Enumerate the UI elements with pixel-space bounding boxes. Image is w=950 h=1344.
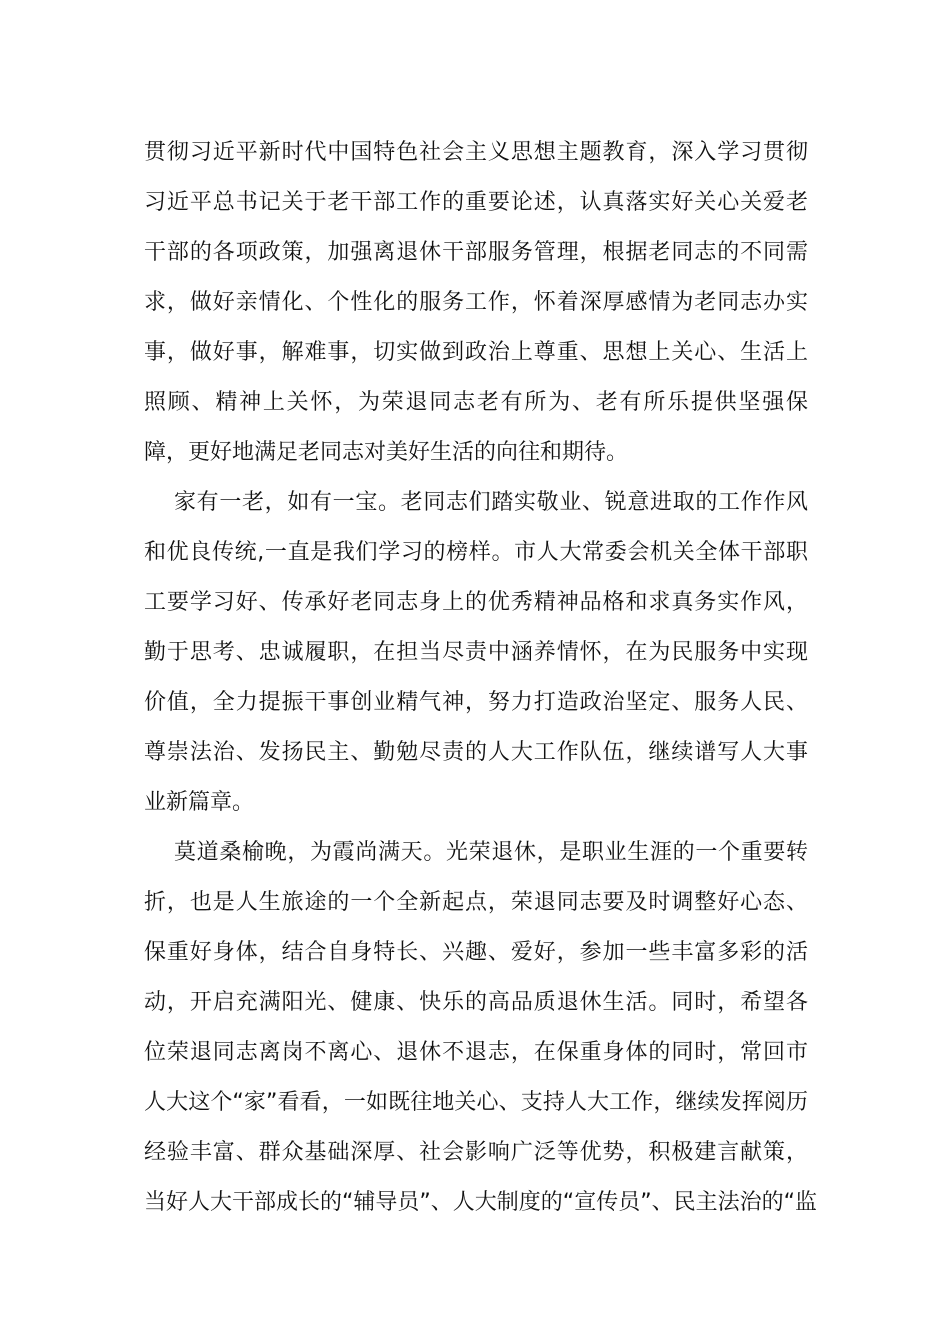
text-line: 经验丰富、群众基础深厚、社会影响广泛等优势，积极建言献策， xyxy=(144,1140,808,1165)
text-line: 当好人大干部成长的“辅导员”、人大制度的“宣传员”、民主法治的“监 xyxy=(144,1190,817,1215)
text-line: 人大这个“家”看看，一如既往地关心、支持人大工作，继续发挥阅历 xyxy=(144,1090,808,1115)
paragraph-2 xyxy=(144,478,808,828)
text-line: 和优良传统,一直是我们学习的榜样。市人大常委会机关全体干部职 xyxy=(144,540,808,565)
text-line: 干部的各项政策，加强离退休干部服务管理，根据老同志的不同需 xyxy=(144,240,808,265)
text-line: 保重好身体，结合自身特长、兴趣、爱好，参加一些丰富多彩的活 xyxy=(144,940,808,965)
document-body xyxy=(144,128,817,1228)
text-line: 家有一老，如有一宝。老同志们踏实敬业、锐意进取的工作作风 xyxy=(174,490,808,515)
text-line: 勤于思考、忠诚履职，在担当尽责中涵养情怀，在为民服务中实现 xyxy=(144,640,808,665)
text-line: 工要学习好、传承好老同志身上的优秀精神品格和求真务实作风， xyxy=(144,590,808,615)
text-line: 莫道桑榆晚，为霞尚满天。光荣退休，是职业生涯的一个重要转 xyxy=(174,840,808,865)
text-line: 位荣退同志离岗不离心、退休不退志，在保重身体的同时，常回市 xyxy=(144,1040,808,1065)
text-line: 照顾、精神上关怀，为荣退同志老有所为、老有所乐提供坚强保 xyxy=(144,390,808,415)
text-line: 习近平总书记关于老干部工作的重要论述，认真落实好关心关爱老 xyxy=(144,190,808,215)
paragraph-3 xyxy=(144,828,817,1228)
text-line: 求，做好亲情化、个性化的服务工作，怀着深厚感情为老同志办实 xyxy=(144,290,808,315)
text-line: 贯彻习近平新时代中国特色社会主义思想主题教育，深入学习贯彻 xyxy=(144,140,808,165)
text-line: 事，做好事，解难事，切实做到政治上尊重、思想上关心、生活上 xyxy=(144,340,808,365)
text-line: 障，更好地满足老同志对美好生活的向往和期待。 xyxy=(144,440,629,465)
text-line: 动，开启充满阳光、健康、快乐的高品质退休生活。同时，希望各 xyxy=(144,990,808,1015)
text-line: 业新篇章。 xyxy=(144,790,255,815)
text-line: 折，也是人生旅途的一个全新起点，荣退同志要及时调整好心态、 xyxy=(144,890,808,915)
text-line: 尊崇法治、发扬民主、勤勉尽责的人大工作队伍，继续谱写人大事 xyxy=(144,740,808,765)
paragraph-1 xyxy=(144,128,808,478)
text-line: 价值，全力提振干事创业精气神，努力打造政治坚定、服务人民、 xyxy=(144,690,808,715)
